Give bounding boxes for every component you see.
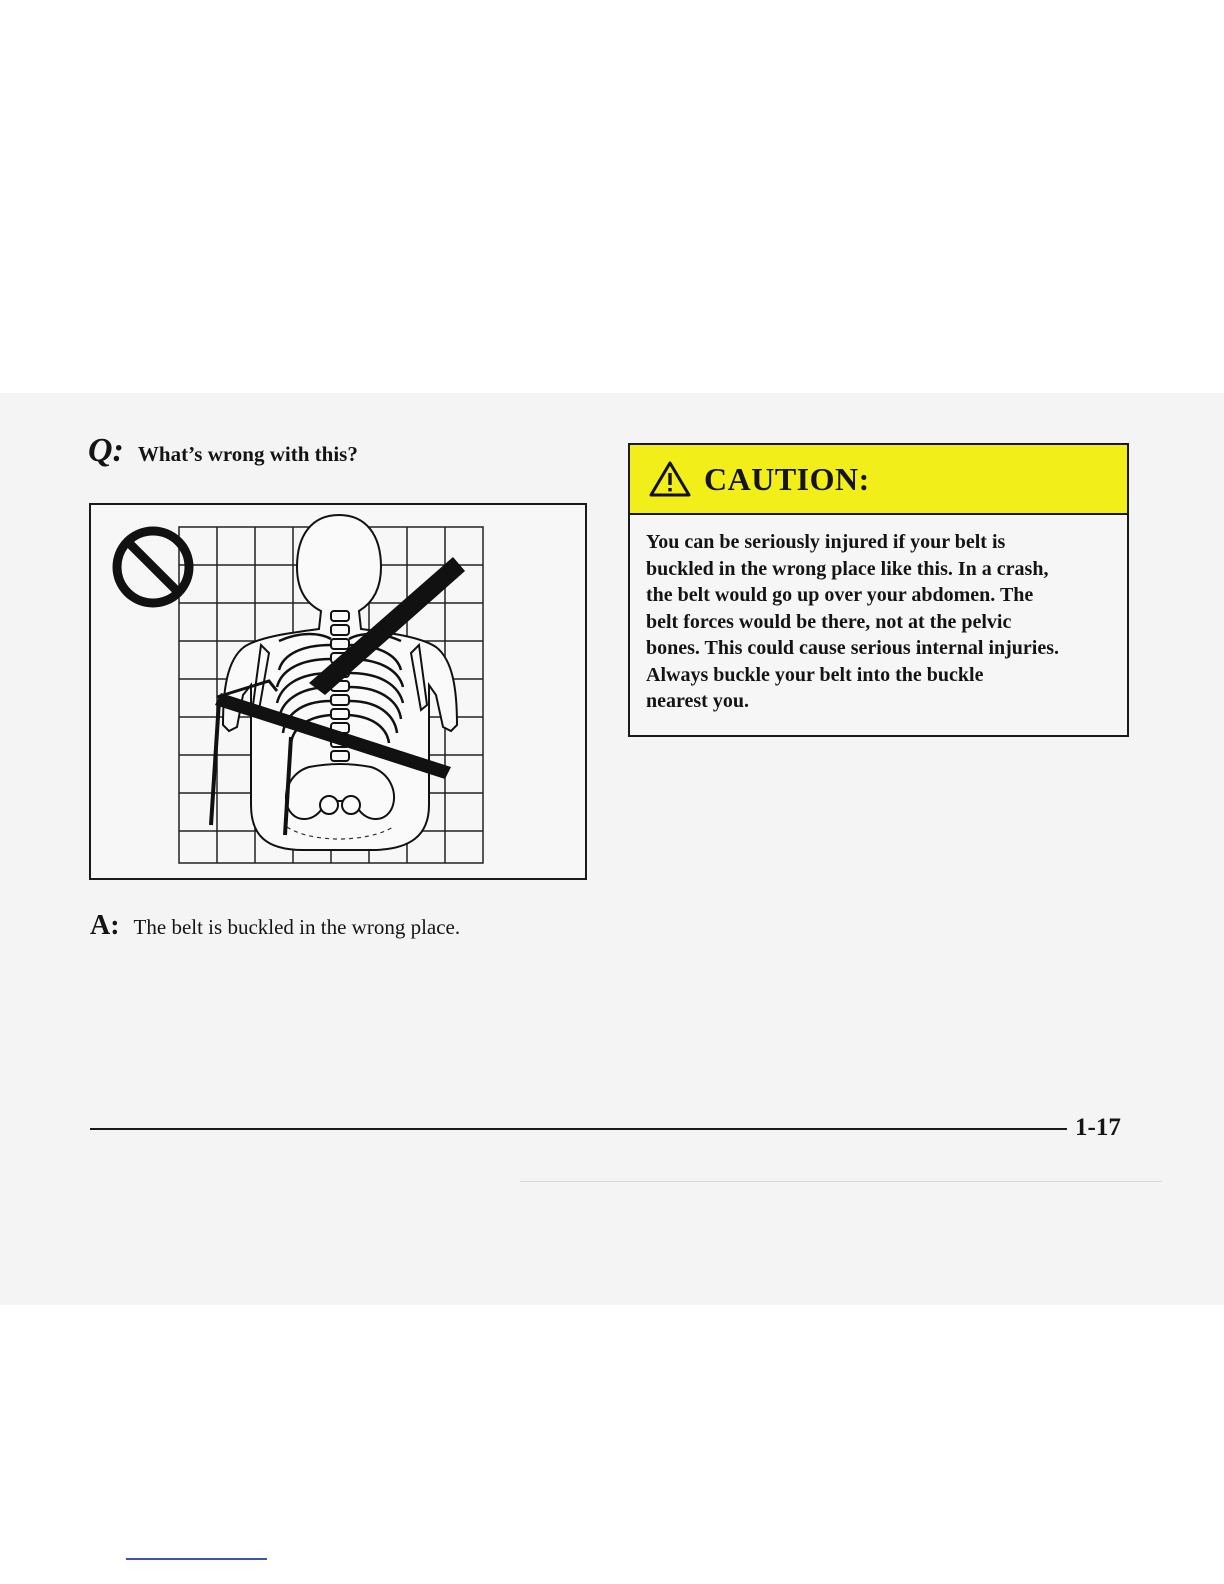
question	[88, 432, 358, 470]
footer-rule	[90, 1128, 1067, 1130]
link-underline	[126, 1558, 267, 1560]
warning-triangle-icon	[648, 460, 692, 498]
seatbelt-illustration	[89, 503, 587, 880]
faint-divider	[520, 1181, 1162, 1182]
caution-text	[630, 515, 1130, 715]
question-text: What’s wrong with this?	[137, 442, 358, 466]
answer-text: The belt is buckled in the wrong place.	[133, 915, 461, 939]
caution-box	[628, 443, 1129, 737]
caution-line: the belt would go up over your abdomen. The	[646, 584, 1034, 606]
page-number: 1-17	[1075, 1114, 1121, 1141]
answer-marker: A:	[90, 910, 120, 941]
prohibited-icon	[117, 531, 189, 603]
caution-line: buckled in the wrong place like this. In a crash,	[646, 557, 1049, 580]
caution-line: nearest you.	[646, 690, 749, 712]
caution-line: bones. This could cause serious internal injuries.	[646, 637, 1060, 659]
caution-title: CAUTION:	[704, 460, 870, 497]
skeleton-illustration	[91, 505, 585, 878]
caution-line: belt forces would be there, not at the pelvic	[646, 610, 1012, 633]
caution-line: Always buckle your belt into the buckle	[646, 663, 984, 686]
answer	[90, 910, 460, 942]
caution-line: You can be seriously injured if your belt is	[646, 531, 1006, 553]
question-marker: Q:	[88, 432, 124, 469]
caution-header	[630, 445, 1127, 515]
